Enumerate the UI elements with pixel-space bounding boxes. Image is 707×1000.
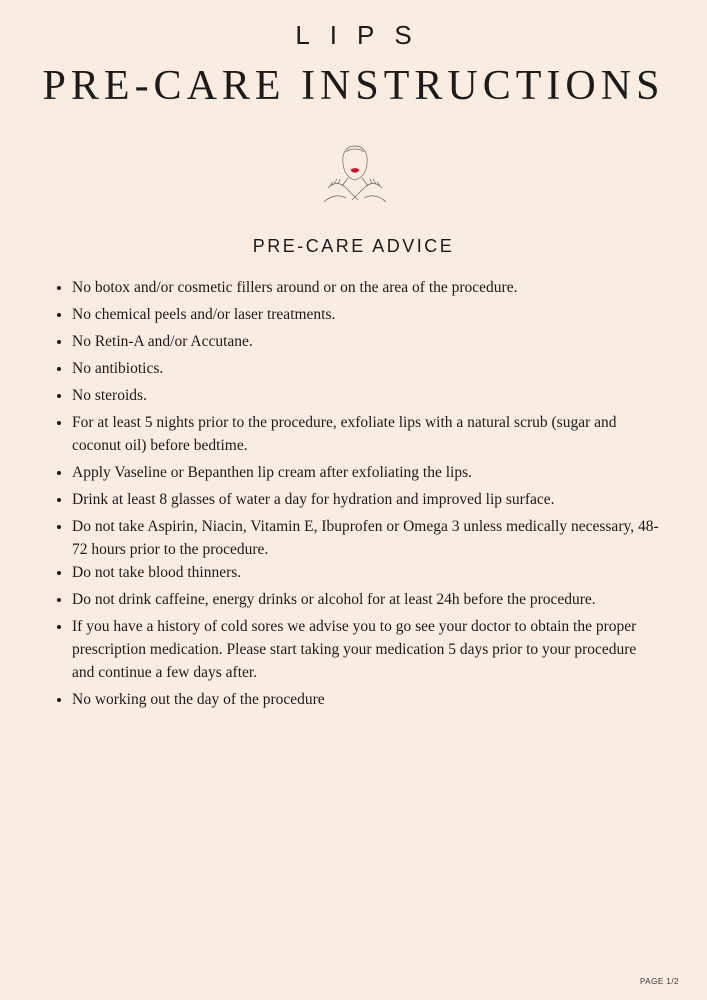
document-title: PRE-CARE INSTRUCTIONS xyxy=(42,63,665,109)
list-item: • No steroids. xyxy=(72,384,662,407)
list-item: • Drink at least 8 glasses of water a day for hydration and improved lip surface. xyxy=(72,488,662,511)
pre-care-advice-list xyxy=(52,276,662,715)
list-item: • No botox and/or cosmetic fillers around or on the area of the procedure. xyxy=(72,276,662,299)
list-item: • For at least 5 nights prior to the procedure, exfoliate lips with a natural scrub (sugar and coconut oil) before bedtime. xyxy=(72,411,662,457)
list-item: • No antibiotics. xyxy=(72,357,662,380)
face-with-red-lips-line-art-icon xyxy=(320,142,390,204)
document-subtitle: LIPS xyxy=(295,20,432,50)
list-item: • If you have a history of cold sores we advise you to go see your doctor to obtain the proper prescription medication. Please start taking your medication 5 days prior to your procedure and continue a few days after. xyxy=(72,615,662,684)
list-item: • No working out the day of the procedure xyxy=(72,688,662,711)
list-item: • Do not drink caffeine, energy drinks or alcohol for at least 24h before the procedure. xyxy=(72,588,662,611)
list-item: • No chemical peels and/or laser treatments. xyxy=(72,303,662,326)
page-number: PAGE 1/2 xyxy=(640,977,679,986)
list-item: • Apply Vaseline or Bepanthen lip cream after exfoliating the lips. xyxy=(72,461,662,484)
section-heading: PRE-CARE ADVICE xyxy=(252,236,455,256)
list-item: • Do not take Aspirin, Niacin, Vitamin E, Ibuprofen or Omega 3 unless medically necessary, 48-72 hours prior to the procedure. xyxy=(72,515,662,561)
list-item: • Do not take blood thinners. xyxy=(72,561,662,584)
list-item: • No Retin-A and/or Accutane. xyxy=(72,330,662,353)
